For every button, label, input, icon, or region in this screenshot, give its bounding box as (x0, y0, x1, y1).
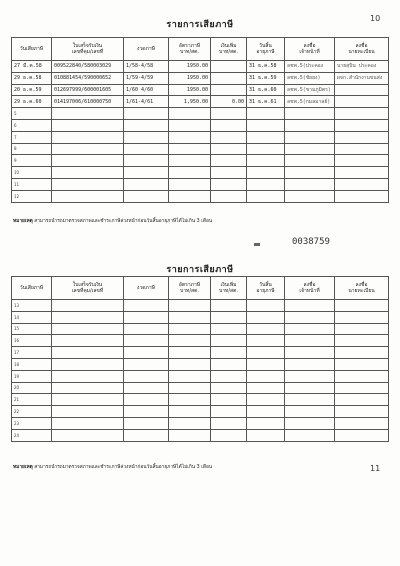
cell-receipt (52, 323, 124, 335)
cell-officer (285, 429, 335, 441)
cell-period (124, 131, 169, 143)
cell-registrar (335, 131, 389, 143)
cell-registrar (335, 358, 389, 370)
cell-expiry (247, 323, 285, 335)
cell-rate (169, 335, 211, 347)
cell-officer (285, 167, 335, 179)
row-number: 10 (12, 167, 52, 179)
cell-receipt (52, 108, 124, 120)
cell-registrar (335, 119, 389, 131)
cell-registrar: ผจก.สำนักงานขนส่ง (335, 72, 389, 84)
row-number: 20 (12, 382, 52, 394)
cell-receipt: 012697999/600001605 (52, 84, 124, 96)
cell-rate (169, 155, 211, 167)
cell-registrar (335, 335, 389, 347)
cell-registrar (335, 394, 389, 406)
table-row (12, 370, 389, 382)
cell-expiry (247, 119, 285, 131)
cell-officer: ลชพ.5(กมลมาลย์) (285, 96, 335, 108)
cell-date: 29 ธ.ค.60 (12, 96, 52, 108)
cell-extra (211, 72, 247, 84)
cell-date: 29 ธ.ค.58 (12, 72, 52, 84)
table-row (12, 358, 389, 370)
row-number: 19 (12, 370, 52, 382)
cell-receipt (52, 347, 124, 359)
cell-rate (169, 358, 211, 370)
cell-extra (211, 417, 247, 429)
cell-registrar (335, 311, 389, 323)
cell-receipt (52, 119, 124, 131)
cell-receipt (52, 131, 124, 143)
cell-period: 1/59-4/59 (124, 72, 169, 84)
cell-expiry: 31 ธ.ค.61 (247, 96, 285, 108)
cell-period (124, 417, 169, 429)
cell-extra (211, 119, 247, 131)
cell-registrar: นายสุบิน ประคอง (335, 61, 389, 73)
cell-extra (211, 382, 247, 394)
column-header: งวดภาษี (124, 38, 169, 61)
cell-period (124, 358, 169, 370)
page-title: รายการเสียภาษี (166, 265, 234, 275)
cell-registrar (335, 96, 389, 108)
table-row (12, 300, 389, 312)
cell-expiry (247, 347, 285, 359)
row-number: 23 (12, 417, 52, 429)
column-header: ใบเสร็จรับเงิน เลขที่คุม/เลขที่ (52, 38, 124, 61)
table-row (12, 335, 389, 347)
cell-receipt (52, 155, 124, 167)
cell-period: 1/58-4/58 (124, 61, 169, 73)
table-row (12, 429, 389, 441)
column-header: ลงชื่อ เจ้าหน้าที่ (285, 277, 335, 300)
cell-receipt: 014197006/610000750 (52, 96, 124, 108)
table-row (12, 347, 389, 359)
cell-period (124, 143, 169, 155)
header-row (12, 38, 389, 61)
cell-extra (211, 429, 247, 441)
cell-expiry (247, 167, 285, 179)
cell-expiry (247, 406, 285, 418)
cell-date: 20 ธ.ค.59 (12, 84, 52, 96)
cell-extra (211, 61, 247, 73)
cell-registrar (335, 417, 389, 429)
table-row (12, 178, 389, 190)
cell-officer (285, 155, 335, 167)
cell-expiry (247, 417, 285, 429)
cell-period (124, 190, 169, 202)
cell-extra (211, 84, 247, 96)
cell-extra (211, 347, 247, 359)
cell-rate (169, 417, 211, 429)
cell-expiry (247, 311, 285, 323)
cell-period (124, 323, 169, 335)
column-header: งวดภาษี (124, 277, 169, 300)
table-row (12, 406, 389, 418)
cell-period (124, 394, 169, 406)
row-number: 13 (12, 300, 52, 312)
table-row (12, 167, 389, 179)
cell-receipt (52, 417, 124, 429)
cell-rate (169, 406, 211, 418)
header-row (12, 277, 389, 300)
cell-expiry: 31 ธ.ค.60 (247, 84, 285, 96)
page-number: 10 (370, 14, 381, 23)
page-title: รายการเสียภาษี (166, 20, 234, 30)
cell-officer (285, 370, 335, 382)
cell-receipt (52, 300, 124, 312)
row-number: 5 (12, 108, 52, 120)
cell-extra (211, 323, 247, 335)
separator-mark (254, 243, 260, 246)
cell-rate (169, 347, 211, 359)
cell-extra (211, 311, 247, 323)
table-row (12, 84, 389, 96)
cell-registrar (335, 190, 389, 202)
cell-extra (211, 155, 247, 167)
cell-receipt (52, 311, 124, 323)
row-number: 14 (12, 311, 52, 323)
column-header: ลงชื่อ เจ้าหน้าที่ (285, 38, 335, 61)
table-row (12, 382, 389, 394)
row-number: 21 (12, 394, 52, 406)
cell-rate (169, 190, 211, 202)
column-header: ลงชื่อ นายทะเบียน (335, 38, 389, 61)
cell-registrar (335, 178, 389, 190)
note (13, 217, 212, 225)
cell-period (124, 382, 169, 394)
column-header: วันเสียภาษี (12, 38, 52, 61)
cell-extra (211, 108, 247, 120)
cell-extra (211, 300, 247, 312)
cell-extra (211, 358, 247, 370)
row-number: 6 (12, 119, 52, 131)
cell-period (124, 178, 169, 190)
note-text: สามารถนำรถมาตรวจสภาพและชำระภาษีล่วงหน้าก่อนวันสิ้นอายุภาษีได้ไม่เกิน 3 เดือน (34, 465, 213, 470)
cell-expiry (247, 335, 285, 347)
cell-expiry (247, 382, 285, 394)
table-row (12, 72, 389, 84)
column-header: ใบเสร็จรับเงิน เลขที่คุม/เลขที่ (52, 277, 124, 300)
cell-receipt: 010881454/590000652 (52, 72, 124, 84)
row-number: 16 (12, 335, 52, 347)
cell-officer (285, 347, 335, 359)
cell-extra: 0.00 (211, 96, 247, 108)
cell-receipt: 009522840/580003029 (52, 61, 124, 73)
cell-registrar (335, 108, 389, 120)
row-number: 7 (12, 131, 52, 143)
column-header: เงินเพิ่ม บาท/สต. (211, 277, 247, 300)
cell-officer (285, 358, 335, 370)
cell-extra (211, 394, 247, 406)
cell-receipt (52, 429, 124, 441)
cell-expiry (247, 178, 285, 190)
cell-expiry (247, 370, 285, 382)
cell-period (124, 429, 169, 441)
cell-officer (285, 178, 335, 190)
cell-officer (285, 190, 335, 202)
cell-registrar (335, 155, 389, 167)
cell-rate: 1,950.00 (169, 96, 211, 108)
table-row (12, 311, 389, 323)
cell-period (124, 167, 169, 179)
cell-receipt (52, 335, 124, 347)
cell-extra (211, 370, 247, 382)
cell-rate (169, 382, 211, 394)
cell-period: 1/60 4/60 (124, 84, 169, 96)
cell-rate (169, 300, 211, 312)
cell-registrar (335, 300, 389, 312)
table-row (12, 417, 389, 429)
cell-rate (169, 394, 211, 406)
column-header: ลงชื่อ นายทะเบียน (335, 277, 389, 300)
cell-rate: 1950.00 (169, 61, 211, 73)
cell-period: 1/61-4/61 (124, 96, 169, 108)
cell-rate (169, 178, 211, 190)
row-number: 15 (12, 323, 52, 335)
row-number: 12 (12, 190, 52, 202)
cell-officer: ลชพ.5(ชัยยง) (285, 72, 335, 84)
note-label: หมายเหตุ (13, 219, 33, 224)
tax-table (11, 276, 389, 442)
cell-officer (285, 108, 335, 120)
cell-extra (211, 190, 247, 202)
cell-registrar (335, 347, 389, 359)
row-number: 9 (12, 155, 52, 167)
cell-extra (211, 335, 247, 347)
table-row (12, 119, 389, 131)
cell-rate (169, 108, 211, 120)
cell-receipt (52, 370, 124, 382)
column-header: วันสิ้น อายุภาษี (247, 38, 285, 61)
table-row (12, 143, 389, 155)
cell-rate (169, 323, 211, 335)
cell-officer (285, 300, 335, 312)
cell-receipt (52, 394, 124, 406)
cell-officer (285, 406, 335, 418)
cell-officer (285, 131, 335, 143)
cell-receipt (52, 358, 124, 370)
cell-rate (169, 131, 211, 143)
cell-rate (169, 311, 211, 323)
cell-receipt (52, 143, 124, 155)
table-row (12, 394, 389, 406)
table-row (12, 108, 389, 120)
cell-rate: 1950.00 (169, 72, 211, 84)
cell-period (124, 347, 169, 359)
cell-rate: 1950.00 (169, 84, 211, 96)
table-row (12, 155, 389, 167)
cell-officer (285, 143, 335, 155)
table-row (12, 190, 389, 202)
cell-expiry (247, 394, 285, 406)
cell-expiry (247, 300, 285, 312)
cell-extra (211, 406, 247, 418)
cell-registrar (335, 429, 389, 441)
cell-registrar (335, 406, 389, 418)
column-header: เงินเพิ่ม บาท/สต. (211, 38, 247, 61)
cell-officer (285, 417, 335, 429)
row-number: 8 (12, 143, 52, 155)
cell-period (124, 335, 169, 347)
cell-period (124, 155, 169, 167)
row-number: 17 (12, 347, 52, 359)
note (13, 463, 212, 471)
cell-extra (211, 178, 247, 190)
column-header: วันเสียภาษี (12, 277, 52, 300)
cell-receipt (52, 382, 124, 394)
tax-table (11, 37, 389, 203)
cell-registrar (335, 382, 389, 394)
cell-expiry: 31 ธ.ค.59 (247, 72, 285, 84)
column-header: อัตราภาษี บาท/สต. (169, 38, 211, 61)
cell-rate (169, 429, 211, 441)
cell-period (124, 300, 169, 312)
cell-expiry (247, 190, 285, 202)
cell-period (124, 108, 169, 120)
row-number: 22 (12, 406, 52, 418)
note-text: สามารถนำรถมาตรวจสภาพและชำระภาษีล่วงหน้าก่อนวันสิ้นอายุภาษีได้ไม่เกิน 3 เดือน (34, 219, 213, 224)
cell-rate (169, 167, 211, 179)
cell-officer (285, 382, 335, 394)
cell-expiry (247, 143, 285, 155)
note-label: หมายเหตุ (13, 465, 33, 470)
cell-expiry: 31 ธ.ค.58 (247, 61, 285, 73)
cell-officer (285, 311, 335, 323)
table-row (12, 131, 389, 143)
cell-period (124, 406, 169, 418)
cell-officer (285, 394, 335, 406)
cell-officer (285, 119, 335, 131)
cell-extra (211, 143, 247, 155)
cell-receipt (52, 178, 124, 190)
cell-rate (169, 119, 211, 131)
cell-period (124, 119, 169, 131)
cell-expiry (247, 131, 285, 143)
cell-period (124, 311, 169, 323)
cell-expiry (247, 429, 285, 441)
table-row (12, 323, 389, 335)
page-number: 11 (370, 464, 381, 473)
cell-receipt (52, 190, 124, 202)
cell-rate (169, 143, 211, 155)
cell-expiry (247, 358, 285, 370)
cell-registrar (335, 323, 389, 335)
cell-registrar (335, 370, 389, 382)
row-number: 18 (12, 358, 52, 370)
cell-receipt (52, 406, 124, 418)
cell-expiry (247, 155, 285, 167)
cell-officer (285, 335, 335, 347)
serial-number: 0038759 (292, 237, 330, 247)
cell-officer (285, 323, 335, 335)
cell-registrar (335, 167, 389, 179)
column-header: อัตราภาษี บาท/สต. (169, 277, 211, 300)
cell-officer: ลชพ.5(ประคอง (285, 61, 335, 73)
cell-expiry (247, 108, 285, 120)
column-header: วันสิ้น อายุภาษี (247, 277, 285, 300)
cell-officer: ลชพ.5(ชามภูมิตร) (285, 84, 335, 96)
cell-rate (169, 370, 211, 382)
row-number: 24 (12, 429, 52, 441)
table-row (12, 61, 389, 73)
row-number: 11 (12, 178, 52, 190)
cell-date: 27 มี.ค.58 (12, 61, 52, 73)
table-row (12, 96, 389, 108)
cell-registrar (335, 143, 389, 155)
cell-period (124, 370, 169, 382)
cell-receipt (52, 167, 124, 179)
cell-extra (211, 131, 247, 143)
cell-extra (211, 167, 247, 179)
cell-registrar (335, 84, 389, 96)
